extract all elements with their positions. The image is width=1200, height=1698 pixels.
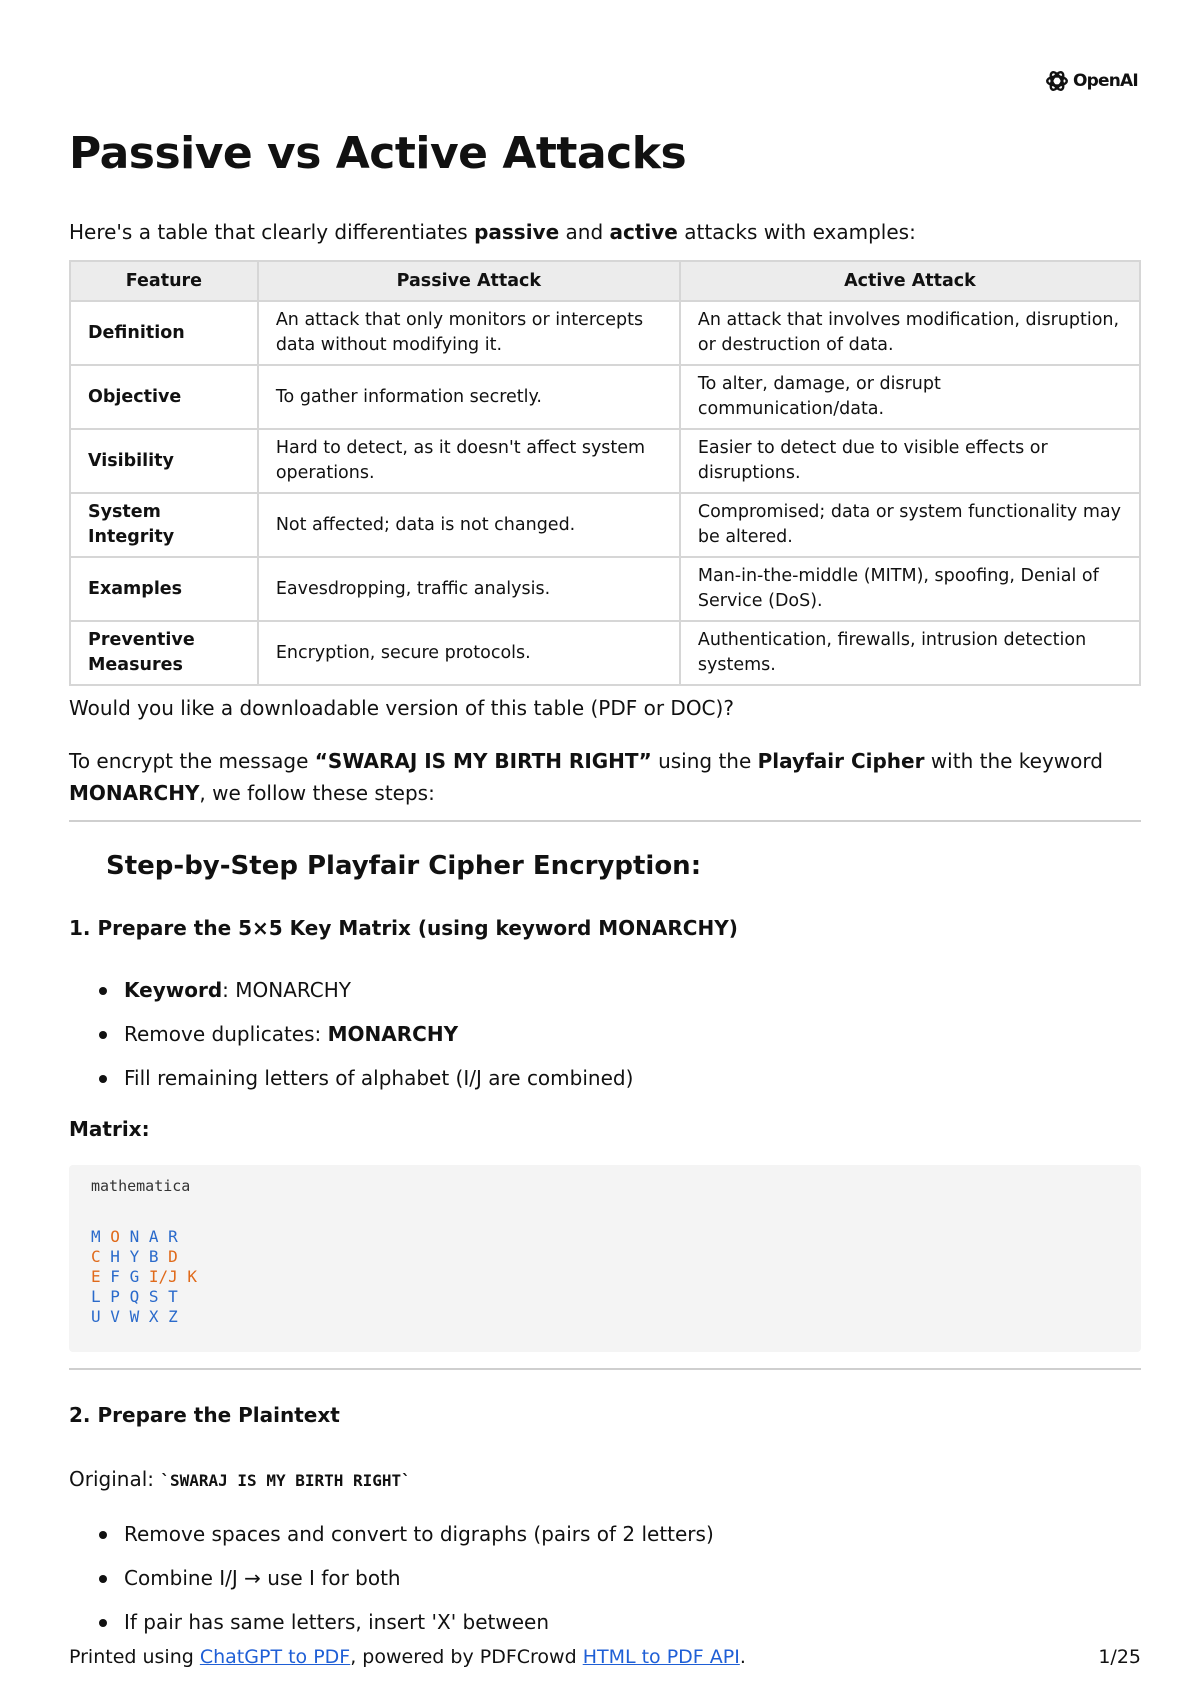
active-cell: Compromised; data or system functionality may be altered.: [680, 493, 1140, 557]
page-number: 1/25: [1098, 1646, 1141, 1668]
feature-cell: Definition: [70, 301, 258, 365]
column-header-active: Active Attack: [680, 261, 1140, 301]
footer-credit: [69, 1644, 746, 1670]
intro-bold-active: active: [609, 220, 678, 244]
matrix-letter: X: [148, 1307, 159, 1326]
matrix-letter: I/J: [148, 1267, 178, 1286]
matrix-letter: P: [110, 1287, 120, 1306]
print-footer: [69, 1644, 1141, 1670]
matrix-letter: D: [168, 1247, 178, 1266]
original-label: Original:: [69, 1467, 161, 1491]
encrypt-text: with the keyword: [924, 749, 1103, 773]
matrix-letter: F: [110, 1267, 120, 1286]
code-language-label: mathematica: [91, 1177, 191, 1195]
matrix-letter: K: [187, 1267, 198, 1286]
logo-text: OpenAI: [1073, 71, 1138, 91]
bullet-text: Fill remaining letters of alphabet (I/J are combined): [124, 1066, 634, 1090]
bullet-bold: Keyword: [124, 978, 223, 1002]
list-item: If pair has same letters, insert 'X' between: [69, 1600, 714, 1644]
encrypt-text: using the: [651, 749, 758, 773]
active-cell: To alter, damage, or disrupt communication/data.: [680, 365, 1140, 429]
matrix-letter: N: [129, 1227, 140, 1246]
matrix-letter: Y: [129, 1247, 140, 1266]
encrypt-cipher-name: Playfair Cipher: [757, 749, 925, 773]
code-block: [69, 1165, 1141, 1352]
active-cell: Authentication, firewalls, intrusion detection systems.: [680, 621, 1140, 685]
intro-paragraph: [69, 218, 916, 246]
matrix-letter: B: [148, 1247, 159, 1266]
encrypt-intro-paragraph: [69, 745, 1141, 809]
original-plaintext: [69, 1463, 411, 1497]
list-item: Remove spaces and convert to digraphs (pairs of 2 letters): [69, 1512, 714, 1556]
active-cell: An attack that involves modification, disruption, or destruction of data.: [680, 301, 1140, 365]
matrix-letter: Z: [168, 1307, 178, 1326]
bullet-text: : MONARCHY: [222, 978, 352, 1002]
table-row: [70, 429, 1140, 493]
footer-text: Printed using: [69, 1646, 200, 1668]
footer-text: .: [739, 1646, 746, 1668]
matrix-letter: V: [110, 1307, 120, 1326]
matrix-row: [91, 1247, 197, 1267]
matrix-letter: S: [148, 1287, 159, 1306]
page-title: Passive vs Active Attacks: [69, 128, 687, 179]
table-row: [70, 493, 1140, 557]
encrypt-text: To encrypt the message: [69, 749, 315, 773]
intro-text: Here's a table that clearly differentiates: [69, 220, 475, 244]
key-matrix: [91, 1227, 197, 1327]
matrix-letter: A: [148, 1227, 159, 1246]
list-item: Combine I/J → use I for both: [69, 1556, 714, 1600]
matrix-row: [91, 1287, 197, 1307]
list-item: [69, 1012, 633, 1056]
feature-cell: Objective: [70, 365, 258, 429]
encrypt-text: , we follow these steps:: [199, 781, 435, 805]
matrix-letter: O: [110, 1227, 120, 1246]
passive-cell: Eavesdropping, traffic analysis.: [258, 557, 680, 621]
table-header-row: [70, 261, 1140, 301]
comparison-table: [69, 260, 1141, 686]
matrix-row: [91, 1267, 197, 1287]
passive-cell: To gather information secretly.: [258, 365, 680, 429]
step1-heading: 1. Prepare the 5×5 Key Matrix (using keyword MONARCHY): [69, 916, 738, 940]
matrix-row: [91, 1307, 197, 1327]
divider: [69, 820, 1141, 822]
matrix-letter: E: [91, 1267, 101, 1286]
matrix-letter: G: [129, 1267, 140, 1286]
table-row: [70, 301, 1140, 365]
chatgpt-to-pdf-link[interactable]: ChatGPT to PDF: [199, 1646, 351, 1668]
column-header-passive: Passive Attack: [258, 261, 680, 301]
intro-text: and: [559, 220, 610, 244]
intro-bold-passive: passive: [474, 220, 560, 244]
active-cell: Man-in-the-middle (MITM), spoofing, Denial of Service (DoS).: [680, 557, 1140, 621]
step2-bullet-list: [69, 1512, 714, 1644]
bullet-text: Remove duplicates:: [124, 1022, 328, 1046]
column-header-feature: Feature: [70, 261, 258, 301]
list-item: [69, 968, 633, 1012]
openai-logo: [1044, 68, 1138, 94]
intro-text: attacks with examples:: [677, 220, 916, 244]
footer-text: , powered by PDFCrowd: [350, 1646, 583, 1668]
matrix-letter: M: [91, 1227, 101, 1246]
divider: [69, 1368, 1141, 1370]
encrypt-keyword: MONARCHY: [69, 781, 200, 805]
encrypt-message: “SWARAJ IS MY BIRTH RIGHT”: [314, 749, 652, 773]
list-item: [69, 1056, 633, 1100]
openai-logo-icon: [1044, 68, 1070, 94]
matrix-letter: L: [91, 1287, 101, 1306]
active-cell: Easier to detect due to visible effects or disruptions.: [680, 429, 1140, 493]
matrix-letter: H: [110, 1247, 120, 1266]
table-row: [70, 365, 1140, 429]
feature-cell: Examples: [70, 557, 258, 621]
matrix-letter: W: [129, 1307, 140, 1326]
passive-cell: An attack that only monitors or intercepts data without modifying it.: [258, 301, 680, 365]
feature-cell: Visibility: [70, 429, 258, 493]
step2-heading: 2. Prepare the Plaintext: [69, 1403, 340, 1427]
table-row: [70, 621, 1140, 685]
matrix-label: Matrix:: [69, 1117, 150, 1141]
passive-cell: Not affected; data is not changed.: [258, 493, 680, 557]
html-to-pdf-api-link[interactable]: HTML to PDF API: [582, 1646, 740, 1668]
section-title: Step-by-Step Playfair Cipher Encryption:: [106, 851, 702, 881]
step1-bullet-list: [69, 968, 633, 1100]
matrix-letter: U: [91, 1307, 101, 1326]
matrix-letter: C: [91, 1247, 101, 1266]
feature-cell: System Integrity: [70, 493, 258, 557]
matrix-letter: R: [168, 1227, 178, 1246]
download-question: Would you like a downloadable version of this table (PDF or DOC)?: [69, 696, 734, 720]
passive-cell: Encryption, secure protocols.: [258, 621, 680, 685]
original-value: `SWARAJ IS MY BIRTH RIGHT`: [160, 1471, 411, 1490]
table-row: [70, 557, 1140, 621]
bullet-bold: MONARCHY: [327, 1022, 459, 1046]
matrix-row: [91, 1227, 197, 1247]
passive-cell: Hard to detect, as it doesn't affect system operations.: [258, 429, 680, 493]
matrix-letter: T: [168, 1287, 178, 1306]
matrix-letter: Q: [129, 1287, 140, 1306]
feature-cell: Preventive Measures: [70, 621, 258, 685]
